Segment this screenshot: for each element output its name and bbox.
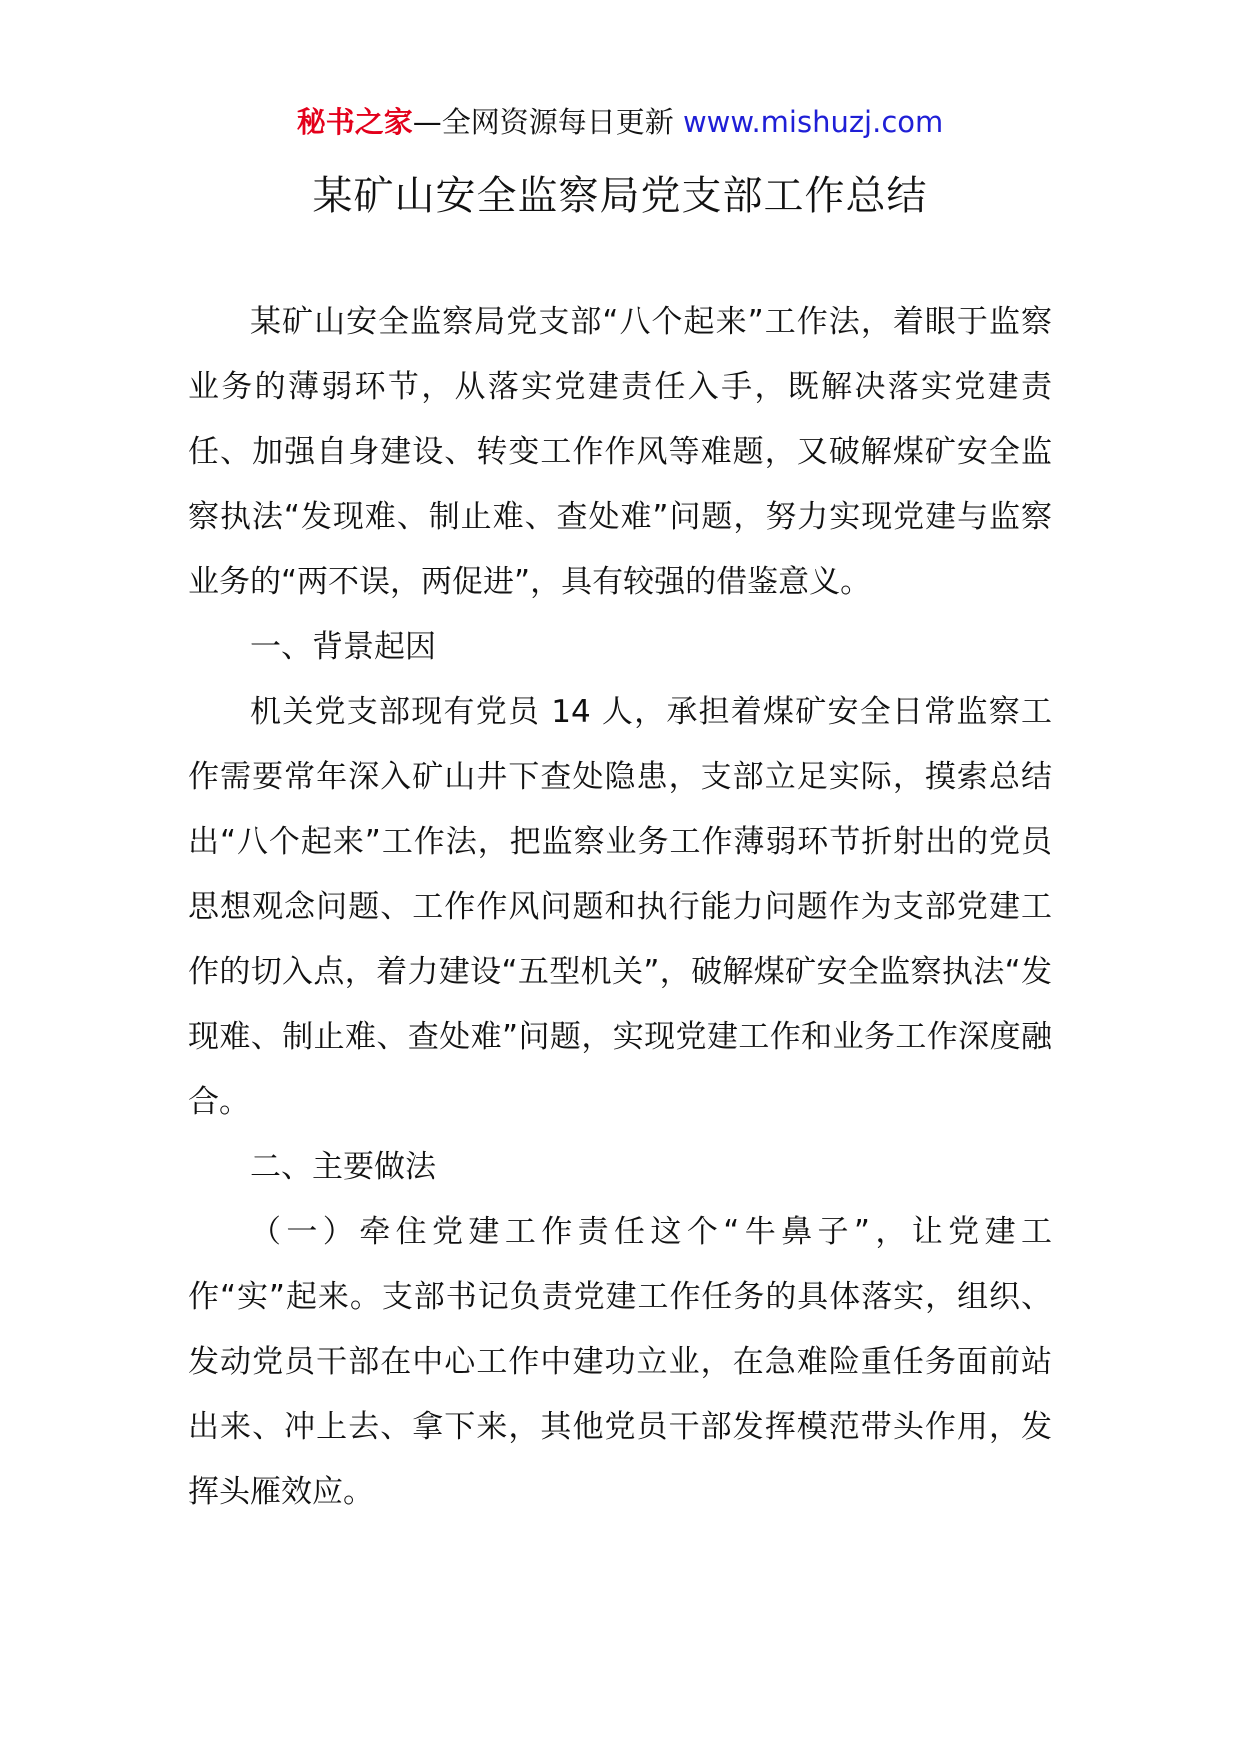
practice-paragraph-1: （一）牵住党建工作责任这个“牛鼻子”，让党建工作“实”起来。支部书记负责党建工作任务的具体落实，组织、发动党员干部在中心工作中建功立业，在急难险重任务面前站出来、冲上去、拿下来，其他党员干部发挥模范带头作用，发挥头雁效应。 <box>188 1214 1052 1510</box>
document-title: 某矿山安全监察局党支部工作总结 <box>312 173 928 219</box>
site-header <box>0 100 1240 144</box>
section-heading-background: 一、背景起因 <box>250 629 436 665</box>
site-tagline: —全网资源每日更新 <box>412 105 683 139</box>
document-body <box>188 290 1052 1525</box>
section-heading-main-practices: 二、主要做法 <box>250 1149 436 1185</box>
site-brand: 秘书之家 <box>296 105 413 139</box>
site-url-link[interactable]: www.mishuzj.com <box>682 105 944 139</box>
intro-paragraph: 某矿山安全监察局党支部“八个起来”工作法，着眼于监察业务的薄弱环节，从落实党建责任入手，既解决落实党建责任、加强自身建设、转变工作作风等难题，又破解煤矿安全监察执法“发现难、制止难、查处难”问题，努力实现党建与监察业务的“两不误，两促进”，具有较强的借鉴意义。 <box>188 304 1052 600</box>
background-paragraph: 机关党支部现有党员 14 人，承担着煤矿安全日常监察工作需要常年深入矿山井下查处隐患，支部立足实际，摸索总结出“八个起来”工作法，把监察业务工作薄弱环节折射出的党员思想观念问题、工作作风问题和执行能力问题作为支部党建工作的切入点，着力建设“五型机关”，破解煤矿安全监察执法“发现难、制止难、查处难”问题，实现党建工作和业务工作深度融合。 <box>188 694 1052 1120</box>
